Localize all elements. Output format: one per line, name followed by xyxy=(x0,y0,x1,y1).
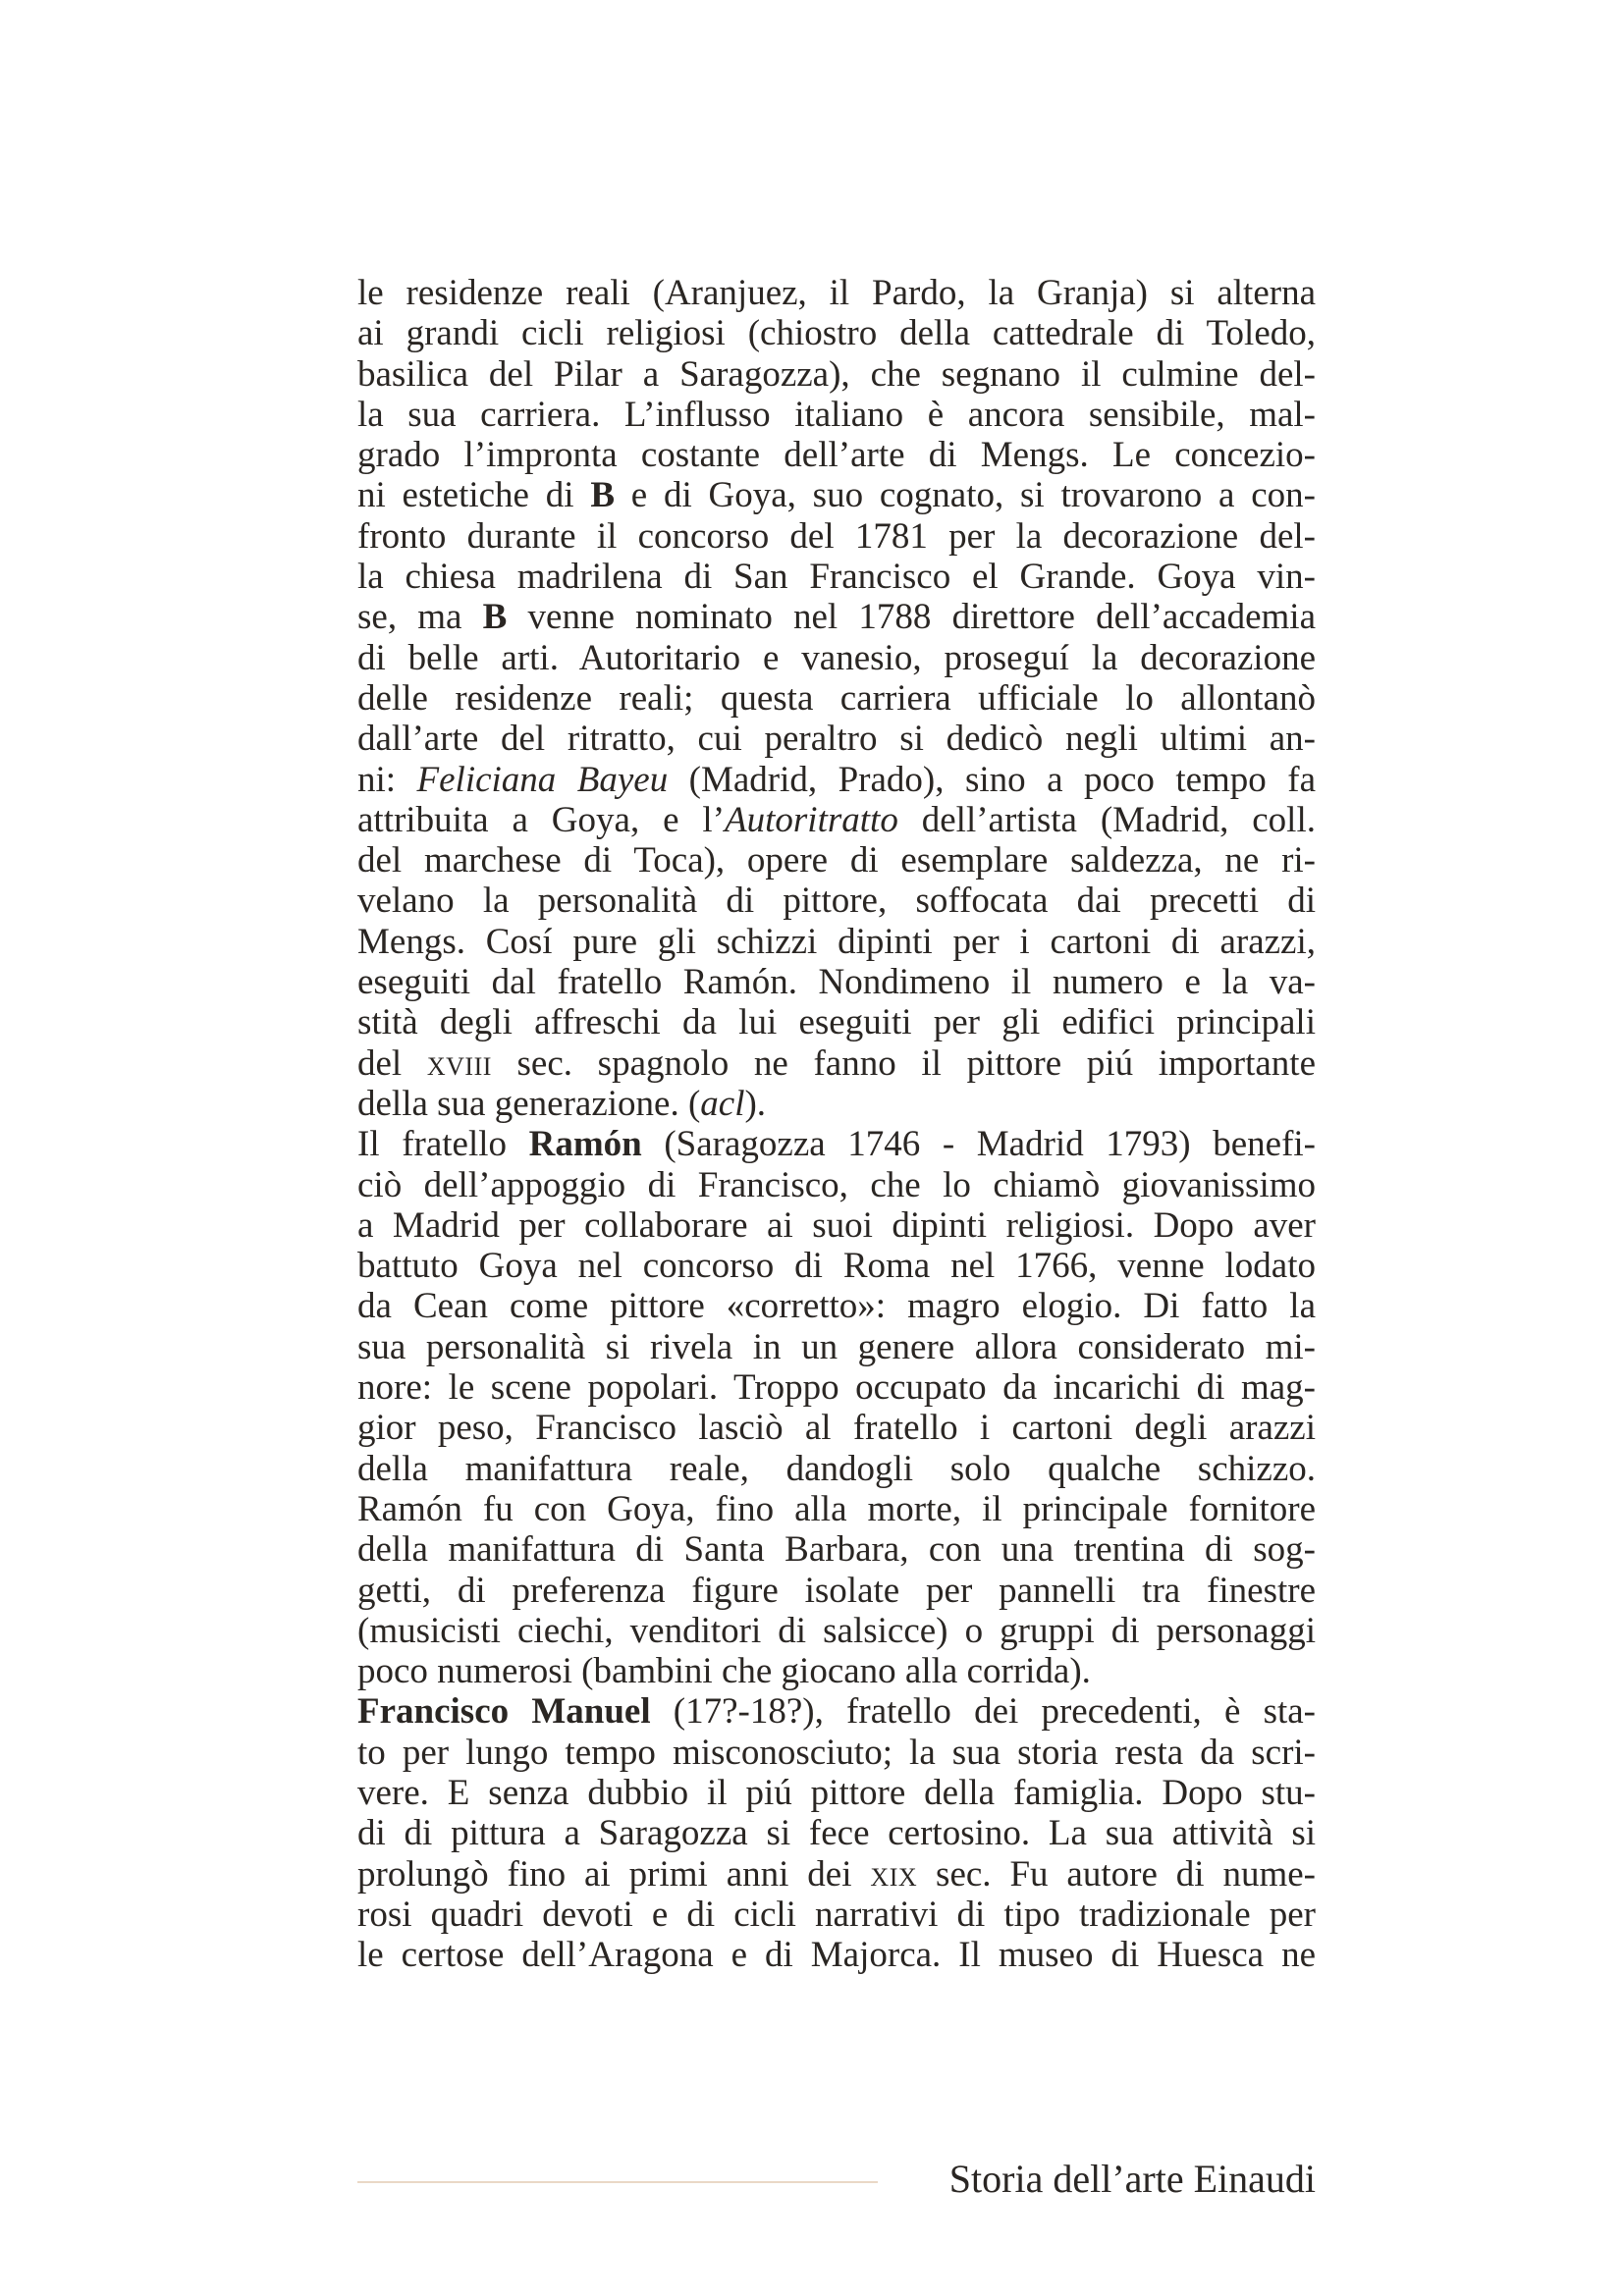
text-run: della manifattura reale, dandogli solo qualche schizzo. xyxy=(357,1448,1316,1489)
text-run: le certose dell’Aragona e di Majorca. Il museo di Huesca ne xyxy=(357,1935,1316,1976)
text-line xyxy=(357,1449,1316,1489)
text-line xyxy=(357,678,1316,719)
text-line xyxy=(357,1529,1316,1570)
text-line xyxy=(357,516,1316,557)
text-line xyxy=(357,1935,1316,1975)
text-run: ni estetiche di xyxy=(357,475,591,516)
text-run: grado l’impronta costante dell’arte di Mengs. Le concezio- xyxy=(357,435,1316,476)
text-run: stità degli affreschi da lui eseguiti per gli edifici principali xyxy=(357,1002,1316,1043)
bold-term: Francisco Manuel xyxy=(357,1691,651,1733)
italic-term: Autoritratto xyxy=(725,799,898,840)
text-run: Il fratello xyxy=(357,1124,529,1165)
text-run: sua personalità si rivela in un genere allora considerato mi- xyxy=(357,1326,1316,1367)
text-run: (musicisti ciechi, venditori di salsicce) o gruppi di personaggi xyxy=(357,1610,1316,1651)
text-run: vere. E senza dubbio il piú pittore della famiglia. Dopo stu- xyxy=(357,1772,1316,1813)
text-line xyxy=(357,1124,1316,1164)
text-run: della sua generazione. ( xyxy=(357,1083,701,1124)
text-run: ciò dell’appoggio di Francisco, che lo chiamò giovanissimo xyxy=(357,1164,1316,1205)
text-line xyxy=(357,273,1316,313)
text-line xyxy=(357,1043,1316,1084)
small-caps-term: xix xyxy=(870,1853,918,1895)
text-run: getti, di preferenza figure isolate per pannelli tra finestre xyxy=(357,1570,1316,1611)
bold-term: Ramón xyxy=(528,1124,642,1165)
italic-term: acl xyxy=(700,1083,745,1124)
text-run: del xyxy=(357,1042,427,1084)
small-caps-term: xviii xyxy=(426,1042,492,1084)
text-run: poco numerosi (bambini che giocano alla corrida). xyxy=(357,1651,1091,1692)
text-run: prolungò fino ai primi anni dei xyxy=(357,1853,871,1895)
text-line xyxy=(357,1773,1316,1813)
text-run: Ramón fu con Goya, fino alla morte, il principale fornitore xyxy=(357,1488,1316,1529)
text-run: di belle arti. Autoritario e vanesio, proseguí la decorazione xyxy=(357,637,1316,678)
text-line xyxy=(357,1084,1316,1124)
text-run: le residenze reali (Aranjuez, il Pardo, la Granja) si alterna xyxy=(357,273,1316,313)
text-run: ai grandi cicli religiosi (chiostro della cattedrale di Toledo, xyxy=(357,313,1316,354)
text-line xyxy=(357,1408,1316,1448)
text-run: dall’arte del ritratto, cui peraltro si dedicò negli ultimi an- xyxy=(357,719,1316,760)
text-line xyxy=(357,1571,1316,1611)
text-run: sec. Fu autore di nume- xyxy=(917,1853,1316,1895)
text-run: to per lungo tempo misconosciuto; la sua storia resta da scri- xyxy=(357,1732,1316,1773)
text-run: del marchese di Toca), opere di esemplare saldezza, ne ri- xyxy=(357,840,1316,881)
text-line xyxy=(357,1895,1316,1935)
text-line xyxy=(357,313,1316,353)
text-run: basilica del Pilar a Saragozza), che segnano il culmine del- xyxy=(357,353,1316,395)
text-run: della manifattura di Santa Barbara, con una trentina di sog- xyxy=(357,1529,1316,1571)
text-line xyxy=(357,1854,1316,1895)
text-run: sec. spagnolo ne fanno il pittore piú importante xyxy=(491,1042,1317,1084)
text-run: (Madrid, Prado), sino a poco tempo fa xyxy=(668,759,1316,800)
text-line xyxy=(357,1165,1316,1205)
text-run: ni: xyxy=(357,759,417,800)
text-run: la sua carriera. L’influsso italiano è ancora sensibile, mal- xyxy=(357,394,1316,435)
text-run: se, ma xyxy=(357,597,483,638)
text-run: gior peso, Francisco lasciò al fratello i cartoni degli arazzi xyxy=(357,1408,1316,1449)
text-run: (17?-18?), fratello dei precedenti, è sta- xyxy=(650,1691,1317,1733)
body-text xyxy=(357,273,1316,1975)
text-line xyxy=(357,1327,1316,1367)
text-run: nore: le scene popolari. Troppo occupato da incarichi di mag- xyxy=(357,1367,1316,1409)
text-line xyxy=(357,1489,1316,1529)
text-run: la chiesa madrilena di San Francisco el Grande. Goya vin- xyxy=(357,557,1316,598)
text-run: eseguiti dal fratello Ramón. Nondimeno il numero e la va- xyxy=(357,962,1316,1003)
footer-title: Storia dell’arte Einaudi xyxy=(948,2157,1316,2201)
text-run: e di Goya, suo cognato, si trovarono a con- xyxy=(615,475,1316,516)
text-line xyxy=(357,922,1316,962)
text-line xyxy=(357,435,1316,475)
text-run: attribuita a Goya, e l’ xyxy=(357,799,726,840)
text-line xyxy=(357,1205,1316,1246)
text-run: di di pittura a Saragozza si fece certosino. La sua attività si xyxy=(357,1813,1316,1854)
text-line xyxy=(357,840,1316,881)
text-run: dell’artista (Madrid, coll. xyxy=(897,799,1316,840)
text-line xyxy=(357,800,1316,840)
text-run: ). xyxy=(744,1083,767,1124)
text-line xyxy=(357,881,1316,921)
bold-term: B xyxy=(590,475,615,516)
text-line xyxy=(357,638,1316,678)
text-line xyxy=(357,1813,1316,1853)
text-line xyxy=(357,719,1316,759)
text-line xyxy=(357,962,1316,1002)
text-line xyxy=(357,1367,1316,1408)
text-line xyxy=(357,1246,1316,1286)
text-run: velano la personalità di pittore, soffocata dai precetti di xyxy=(357,881,1316,922)
text-line xyxy=(357,1002,1316,1042)
text-run: delle residenze reali; questa carriera ufficiale lo allontanò xyxy=(357,677,1316,719)
text-run: fronto durante il concorso del 1781 per la decorazione del- xyxy=(357,515,1316,557)
text-line xyxy=(357,1691,1316,1732)
text-line xyxy=(357,1651,1316,1691)
text-run: Mengs. Cosí pure gli schizzi dipinti per i cartoni di arazzi, xyxy=(357,921,1316,962)
text-line xyxy=(357,354,1316,395)
text-run: (Saragozza 1746 - Madrid 1793) benefi- xyxy=(641,1124,1316,1165)
text-line xyxy=(357,1733,1316,1773)
bold-term: B xyxy=(482,597,508,638)
italic-term: Feliciana Bayeu xyxy=(416,759,669,800)
text-line xyxy=(357,557,1316,597)
text-run: battuto Goya nel concorso di Roma nel 1766, venne lodato xyxy=(357,1246,1316,1287)
text-line xyxy=(357,1286,1316,1326)
text-run: venne nominato nel 1788 direttore dell’accademia xyxy=(507,597,1316,638)
text-line xyxy=(357,597,1316,637)
text-line xyxy=(357,395,1316,435)
text-line xyxy=(357,760,1316,800)
text-line xyxy=(357,475,1316,515)
text-line xyxy=(357,1611,1316,1651)
text-run: rosi quadri devoti e di cicli narrativi di tipo tradizionale per xyxy=(357,1894,1316,1935)
footer-rule xyxy=(357,2181,878,2183)
text-run: a Madrid per collaborare ai suoi dipinti religiosi. Dopo aver xyxy=(357,1204,1316,1246)
text-run: da Cean come pittore «corretto»: magro elogio. Di fatto la xyxy=(357,1286,1316,1327)
